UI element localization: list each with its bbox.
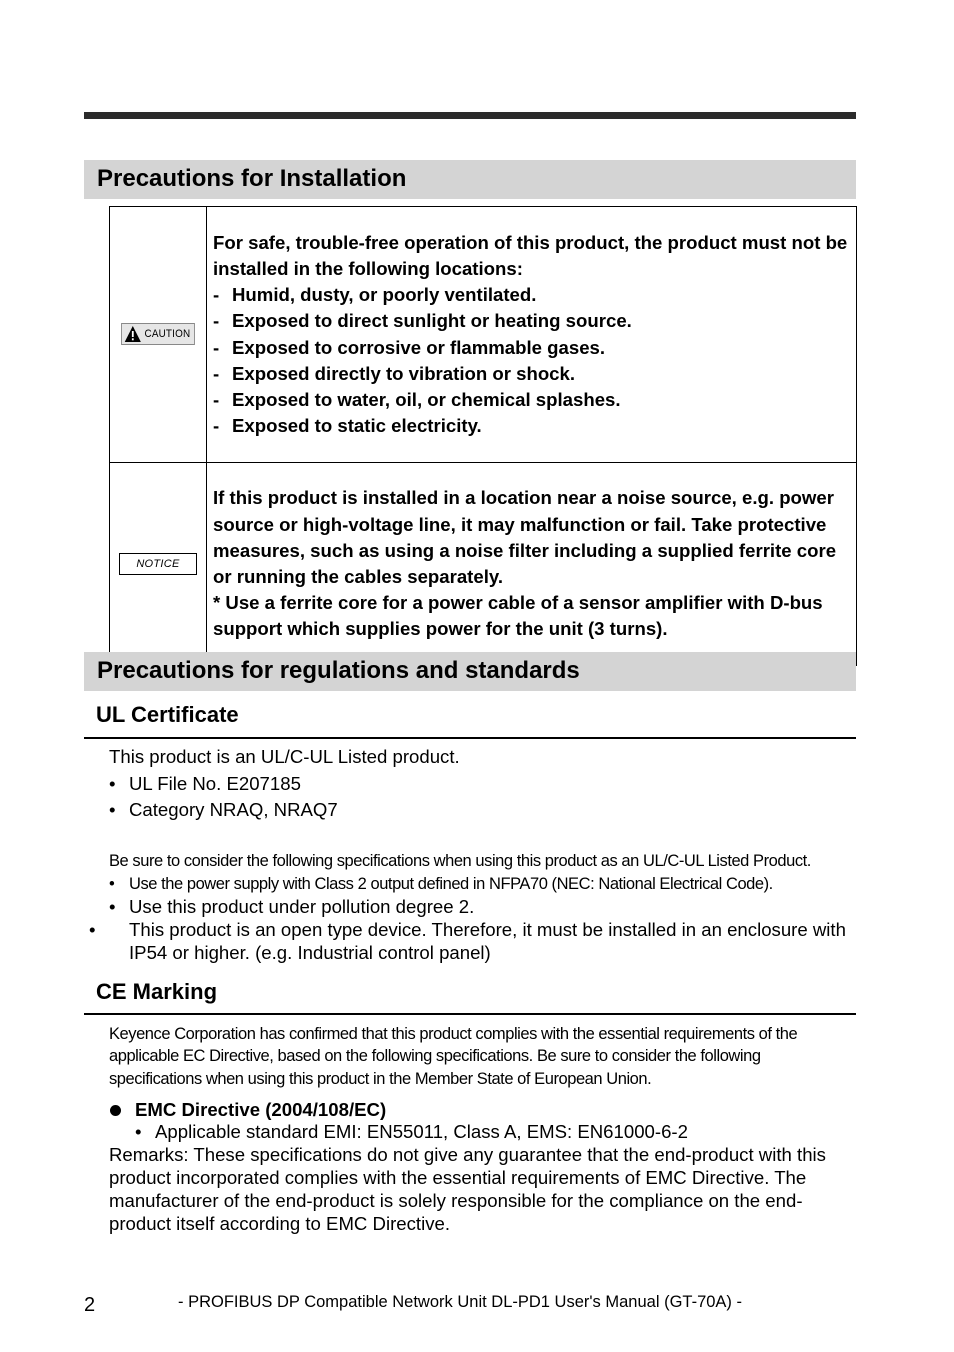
caution-text-cell (207, 207, 857, 463)
caution-item-text: Exposed to water, oil, or chemical splashes. (232, 388, 621, 410)
ul-spec-text: This product is an open type device. Therefore, it must be installed in an enclosure with IP54 or higher. (e.g. Industrial control panel) (129, 919, 846, 963)
caution-item: - Humid, dusty, or poorly ventilated. (213, 284, 537, 306)
caution-badge (121, 323, 195, 345)
caution-item-text: Exposed to corrosive or flammable gases. (232, 336, 606, 358)
caution-item: - Exposed directly to vibration or shock. (213, 362, 576, 384)
caution-item-text: Exposed to direct sunlight or heating source. (232, 310, 632, 332)
ul-spec-item: • This product is an open type device. Therefore, it must be installed in an enclosure with IP54 or higher. (e.g. Industrial control panel) (89, 919, 846, 963)
section-header-installation (84, 160, 856, 199)
section-header-regulations (84, 652, 856, 691)
section-title: Precautions for Installation (97, 165, 407, 192)
notice-note: * Use a ferrite core for a power cable of a sensor amplifier with D-bus support which supplies power for the unit (3 turns). (213, 592, 823, 640)
bullet-circle-icon (110, 1105, 121, 1116)
warning-table (109, 206, 857, 666)
page-number: 2 (84, 1294, 96, 1316)
ul-item-text: Category NRAQ, NRAQ7 (129, 799, 338, 820)
ce-marking-heading: CE Marking (96, 979, 218, 1004)
ul-spec-text: Use this product under pollution degree 2. (129, 896, 475, 917)
caution-item: - Exposed to corrosive or flammable gases. (213, 336, 606, 358)
notice-row (110, 463, 857, 666)
ul-spec-item: • Use this product under pollution degree 2. (109, 896, 475, 917)
ul-spec-text: Use the power supply with Class 2 output defined in NFPA70 (NEC: National Electrical Code). (129, 875, 773, 893)
ce-remarks: Remarks: These specifications do not give any guarantee that the end-product with this product incorporated complies with the essential requirements of EMC Directive. The manufacturer of the end-product is solely responsible for the compliance on the end-product itself according to EMC Directive. (109, 1144, 826, 1234)
ul-item: • UL File No. E207185 (109, 773, 301, 794)
caution-item: - Exposed to water, oil, or chemical splashes. (213, 388, 621, 410)
caution-item-text: Humid, dusty, or poorly ventilated. (232, 284, 537, 306)
ce-heading-rule (84, 1013, 856, 1015)
caution-icon-cell (110, 207, 207, 463)
section-title: Precautions for regulations and standards (97, 657, 580, 684)
ul-item-text: UL File No. E207185 (129, 773, 301, 794)
notice-icon-cell (110, 463, 207, 666)
emc-directive-title: EMC Directive (2004/108/EC) (135, 1099, 387, 1120)
caution-label: CAUTION (144, 327, 191, 340)
caution-item: - Exposed to direct sunlight or heating source. (213, 310, 632, 332)
footer-manual-title: - PROFIBUS DP Compatible Network Unit DL-PD1 User's Manual (GT-70A) - (178, 1293, 742, 1311)
ul-intro: This product is an UL/C-UL Listed product. (109, 746, 460, 767)
ul-consider-text: Be sure to consider the following specifications when using this product as an UL/C-UL Listed Product. (109, 852, 811, 870)
caution-item-text: Exposed to static electricity. (232, 415, 482, 437)
caution-row (110, 207, 857, 463)
ul-certificate-heading: UL Certificate (96, 702, 239, 727)
ul-heading-rule (84, 737, 856, 739)
notice-text: If this product is installed in a location near a noise source, e.g. power source or high-voltage line, it may malfunction or fail. Take protective measures, such as using a noise filter including a supplied ferrite core or running the cables separately. (213, 487, 837, 587)
emc-directive-heading (109, 1098, 386, 1121)
ul-item: • Category NRAQ, NRAQ7 (109, 799, 338, 820)
emc-item: • Applicable standard EMI: EN55011, Class A, EMS: EN61000-6-2 (135, 1121, 688, 1142)
ce-intro: Keyence Corporation has confirmed that this product complies with the essential requirements of the applicable EC Directive, based on the following specifications. Be sure to consider the following specifications when using this product in the Member State of European Union. (109, 1025, 798, 1088)
caution-intro: For safe, trouble-free operation of this product, the product must not be installed in the following locations: (213, 231, 848, 279)
caution-item: - Exposed to static electricity. (213, 415, 482, 437)
caution-item-text: Exposed directly to vibration or shock. (232, 362, 576, 384)
notice-badge: NOTICE (119, 553, 197, 575)
ul-spec-item: • Use the power supply with Class 2 output defined in NFPA70 (NEC: National Electrical Code). (109, 875, 773, 893)
notice-text-cell (207, 463, 857, 666)
emc-item-text: Applicable standard EMI: EN55011, Class A, EMS: EN61000-6-2 (155, 1121, 688, 1142)
top-rule (84, 112, 856, 119)
warning-triangle-icon (125, 326, 141, 342)
